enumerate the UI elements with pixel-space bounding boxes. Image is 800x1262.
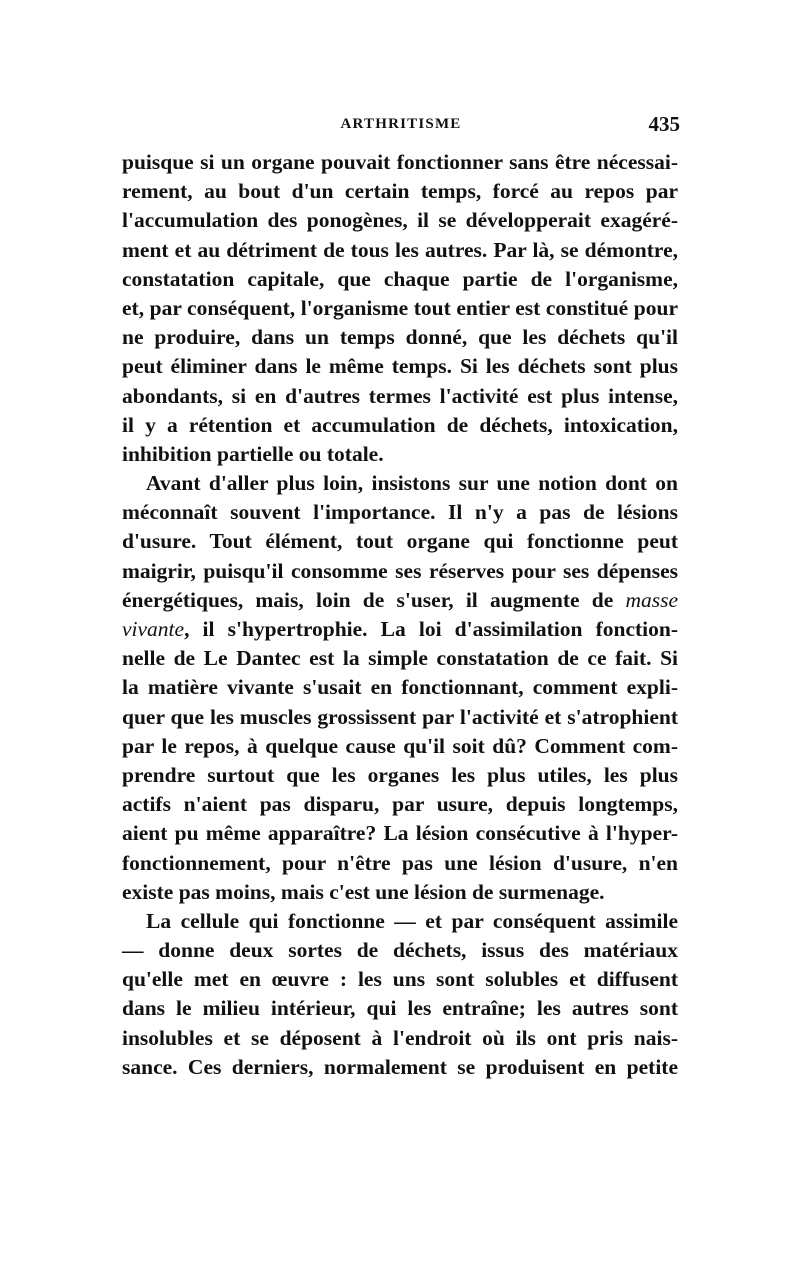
text-line: actifs n'aient pas disparu, par usure, depuis longtemps, [122, 792, 678, 817]
italic-term: masse [625, 587, 678, 612]
text-line: ment et au détriment de tous les autres. Par là, se démontre, [122, 237, 678, 262]
text-line: sance. Ces derniers, normalement se produisent en petite [122, 1054, 678, 1079]
body-text [122, 148, 678, 1082]
text-line: par le repos, à quelque cause qu'il soit dû? Comment com- [122, 733, 678, 758]
running-head [122, 112, 680, 138]
text-line [122, 586, 678, 615]
page-number: 435 [648, 112, 680, 136]
italic-term: vivante [122, 617, 185, 641]
text-line: et, par conséquent, l'organisme tout entier est constitué pour [122, 295, 678, 320]
text-line: dans le milieu intérieur, qui les entraîne; les autres sont [122, 996, 678, 1021]
text-line: maigrir, puisqu'il consomme ses réserves pour ses dépenses [122, 558, 678, 583]
text-line: inhibition partielle ou totale. [122, 441, 384, 466]
text-line: fonctionnement, pour n'être pas une lésion d'usure, n'en [122, 850, 678, 875]
text-line: la matière vivante s'usait en fonctionnant, comment expli- [122, 675, 678, 700]
text-line: d'usure. Tout élément, tout organe qui fonctionne peut [122, 529, 678, 554]
text-segment: , il s'hypertrophie. La loi d'assimilation fonction- [184, 617, 678, 641]
text-line: constatation capitale, que chaque partie de l'organisme, [122, 266, 678, 291]
text-line: méconnaît souvent l'importance. Il n'y a pas de lésions [122, 500, 678, 525]
text-line: existe pas moins, mais c'est une lésion de surmenage. [122, 879, 605, 904]
text-line: ne produire, dans un temps donné, que les déchets qu'il [122, 325, 678, 350]
text-line: puisque si un organe pouvait fonctionner sans être nécessai- [122, 150, 678, 174]
text-line: La cellule qui fonctionne — et par conséquent assimile [146, 908, 678, 933]
text-line: il y a rétention et accumulation de déchets, intoxication, [122, 412, 678, 437]
text-line: qu'elle met en œuvre : les uns sont solubles et diffusent [122, 967, 678, 992]
text-line: quer que les muscles grossissent par l'activité et s'atrophient [122, 704, 678, 729]
text-line: — donne deux sortes de déchets, issus des matériaux [122, 938, 678, 963]
text-line: aient pu même apparaître? La lésion consécutive à l'hyper- [122, 821, 678, 846]
text-line: rement, au bout d'un certain temps, forcé au repos par [122, 179, 678, 204]
text-line: abondants, si en d'autres termes l'activité est plus intense, [122, 383, 678, 408]
text-line: peut éliminer dans le même temps. Si les déchets sont plus [122, 354, 678, 379]
text-line [122, 615, 678, 644]
running-title: ARTHRITISME [340, 116, 462, 132]
text-segment: énergétiques, mais, loin de s'user, il augmente de [122, 587, 614, 612]
text-line: prendre surtout que les organes les plus utiles, les plus [122, 762, 678, 787]
text-line: l'accumulation des ponogènes, il se développerait exagéré- [122, 208, 678, 233]
text-line: Avant d'aller plus loin, insistons sur une notion dont on [146, 471, 678, 496]
text-line: nelle de Le Dantec est la simple constatation de ce fait. Si [122, 646, 678, 671]
text-line: insolubles et se déposent à l'endroit où ils ont pris nais- [122, 1025, 678, 1050]
